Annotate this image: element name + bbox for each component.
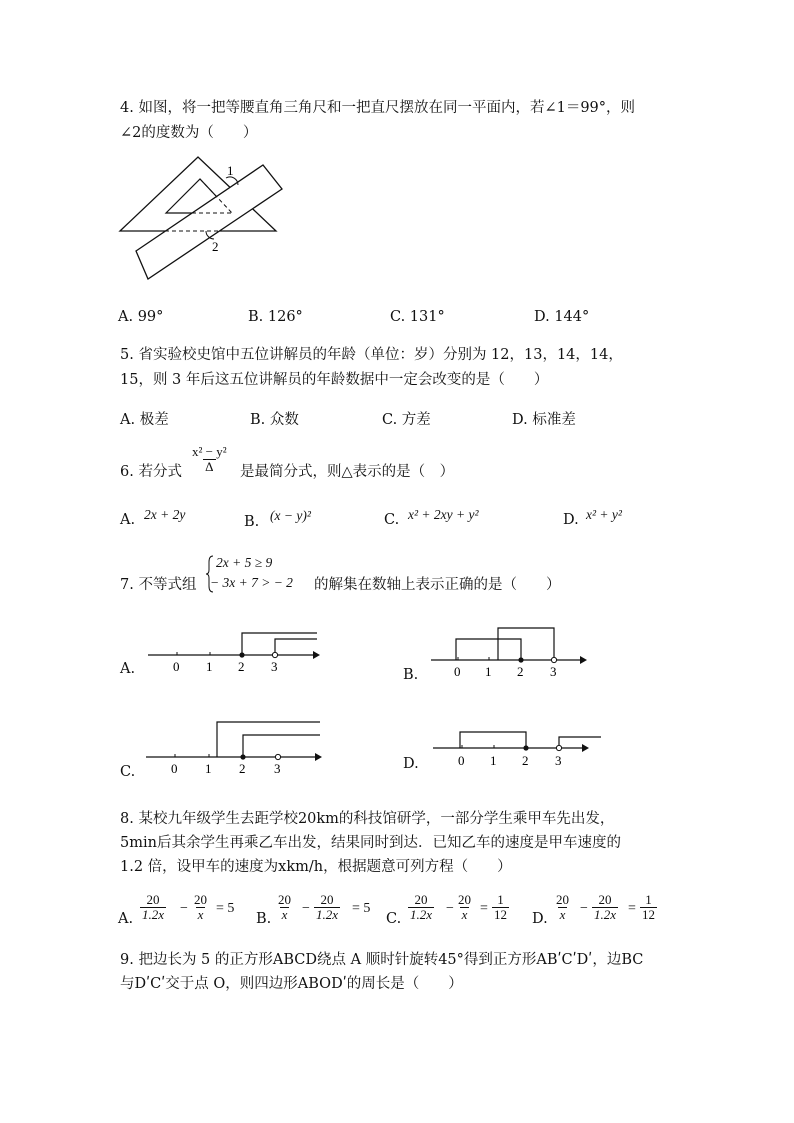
tick-label: 2 [239,761,246,776]
q8-b-frac-2 [314,893,340,922]
q8-b-frac-1 [276,893,293,922]
numerator: 20 [598,892,612,907]
q7-number-line-d [430,726,605,771]
q7-option-d-label[interactable]: D. [403,756,419,772]
q7-number-line-c [143,716,323,776]
denominator: x [197,907,204,922]
tick-label: 1 [490,753,497,768]
q8-stem-line3: 1.2 倍，设甲车的速度为xkm/h，根据题意可列方程（ ） [120,859,512,875]
q8-option-b-label[interactable]: B. [256,911,272,927]
q9-stem-line2: 与DʹCʹ交于点 O，则四边形ABODʹ的周长是（ ） [120,976,463,992]
tick-label: 2 [238,659,245,674]
tick-label: 1 [205,761,212,776]
q8-c-frac-3 [492,893,509,922]
q6-option-d-label[interactable]: D. [563,512,579,528]
equals-sign: = [480,901,488,916]
minus-sign: − [180,901,188,916]
rhs: = 5 [352,901,371,916]
q7-option-b-label[interactable]: B. [403,667,419,683]
tick-label: 3 [271,659,278,674]
q4-triangle-ruler-figure [118,155,288,280]
tick-label: 1 [206,659,213,674]
q5-option-c[interactable]: C. 方差 [382,412,431,428]
q7-prefix: 7. 不等式组 [120,577,197,593]
denominator: 12 [494,907,507,922]
denominator: 1.2x [410,907,433,922]
q4-option-a[interactable]: A. 99° [118,309,164,325]
tick-label: 0 [458,753,465,768]
numerator: 20 [146,892,160,907]
angle-1-label: 1 [227,163,234,178]
tick-label: 2 [517,664,524,679]
denominator: 12 [642,907,655,922]
q5-option-d[interactable]: D. 标准差 [512,412,576,428]
q7-number-line-b [428,625,593,680]
tick-label: 0 [454,664,461,679]
q6-suffix: 是最简分式，则△表示的是（ ） [240,464,455,480]
tick-label: 2 [522,753,529,768]
q8-c-frac-1 [408,893,434,922]
q5-stem-line1: 5. 省实验校史馆中五位讲解员的年龄（单位：岁）分别为 12，13，14，14， [120,347,623,363]
q8-d-frac-1 [554,893,571,922]
q6-denominator: Δ [205,459,214,474]
q8-stem-line1: 8. 某校九年级学生去距学校20km的科技馆研学，一部分学生乘甲车先出发， [120,811,615,827]
denominator: x [559,907,566,922]
numerator: 1 [645,892,652,907]
numerator: 20 [278,892,291,907]
q6-option-b-expr: (x − y)² [270,508,311,523]
q6-fraction [190,445,229,474]
denominator: x [281,907,288,922]
q8-d-frac-3 [640,893,657,922]
q8-option-d-label[interactable]: D. [532,911,548,927]
numerator: 20 [414,892,428,907]
q7-inequality-2: − 3x + 7 > − 2 [210,575,293,590]
tick-label: 0 [171,761,178,776]
q8-option-a-label[interactable]: A. [118,911,134,927]
q7-option-a-label[interactable]: A. [120,661,136,677]
angle-2-label: 2 [212,239,219,254]
numerator: 20 [320,892,334,907]
numerator: 20 [556,892,569,907]
q5-stem-line2: 15，则 3 年后这五位讲解员的年龄数据中一定会改变的是（ ） [120,372,549,388]
tick-label: 3 [550,664,557,679]
q8-c-frac-2 [456,893,473,922]
q4-option-b[interactable]: B. 126° [248,309,303,325]
q7-number-line-a [145,625,320,675]
q5-option-a[interactable]: A. 极差 [120,412,169,428]
q6-option-d-expr: x² + y² [586,507,622,522]
q6-numerator: x² − y² [192,444,227,459]
q8-a-frac-2 [192,893,209,922]
tick-label: 1 [485,664,492,679]
q6-option-c-expr: x² + 2xy + y² [408,507,479,522]
q7-option-c-label[interactable]: C. [120,764,136,780]
q7-suffix: 的解集在数轴上表示正确的是（ ） [314,577,561,593]
denominator: 1.2x [142,907,165,922]
q8-stem-line2: 5min后其余学生再乘乙车出发，结果同时到达．已知乙车的速度是甲车速度的 [120,835,621,851]
q6-option-b-label[interactable]: B. [244,514,260,530]
equals-sign: = [628,901,636,916]
tick-label: 0 [173,659,180,674]
tick-label: 3 [555,753,562,768]
q4-option-d[interactable]: D. 144° [534,309,590,325]
q4-stem-line1: 4. 如图，将一把等腰直角三角尺和一把直尺摆放在同一平面内，若∠1＝99°，则 [120,100,636,116]
numerator: 20 [194,892,207,907]
q6-option-a-expr: 2x + 2y [144,507,186,522]
q4-option-c[interactable]: C. 131° [390,309,445,325]
q8-option-c-label[interactable]: C. [386,911,402,927]
q8-d-frac-2 [592,893,618,922]
q7-inequality-1: 2x + 5 ≥ 9 [216,555,273,570]
q9-stem-line1: 9. 把边长为 5 的正方形ABCD绕点 A 顺时针旋转45°得到正方形ABʹCʹDʹ，边BC [120,952,644,968]
q5-option-b[interactable]: B. 众数 [250,412,299,428]
denominator: 1.2x [316,907,339,922]
minus-sign: − [446,901,454,916]
q6-prefix: 6. 若分式 [120,464,182,480]
q8-a-frac-1 [140,893,166,922]
minus-sign: − [302,901,310,916]
numerator: 1 [497,892,504,907]
minus-sign: − [580,901,588,916]
tick-label: 3 [274,761,281,776]
numerator: 20 [458,892,471,907]
denominator: x [461,907,468,922]
q6-option-c-label[interactable]: C. [384,512,400,528]
q4-stem-line2: ∠2的度数为（ ） [120,125,258,141]
denominator: 1.2x [594,907,617,922]
q6-option-a-label[interactable]: A. [120,512,136,528]
rhs: = 5 [216,901,235,916]
